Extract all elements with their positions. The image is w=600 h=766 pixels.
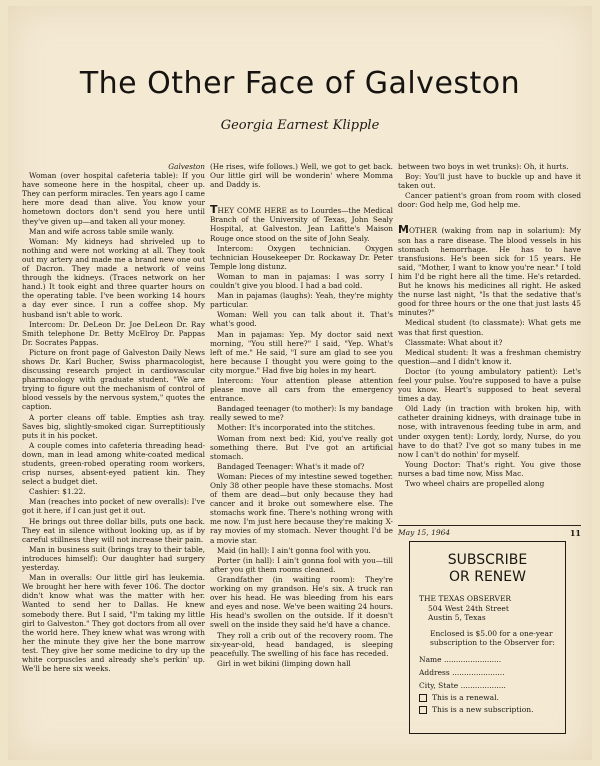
coupon-heading bbox=[410, 552, 565, 586]
page-number: 11 bbox=[569, 528, 581, 538]
issue-date: May 15, 1964 bbox=[398, 528, 451, 537]
paragraph: Medical student: It was a freshman chemistry question—and I didn't know it. bbox=[398, 347, 581, 366]
paragraph: Man and wife across table smile wanly. bbox=[29, 226, 174, 236]
drop-cap: T bbox=[210, 203, 218, 217]
paragraph: Doctor (to young ambulatory patient): Let's feel your pulse. You're supposed to have a pulse you know. Heart's supposed to beat several times a day. bbox=[398, 366, 581, 404]
paragraph: Medical student (to classmate): What gets me was that first question. bbox=[398, 318, 581, 337]
article-title: The Other Face of Galveston bbox=[79, 66, 521, 101]
coupon-address bbox=[419, 594, 565, 623]
paragraph: Two wheel chairs are propelled along bbox=[405, 479, 545, 488]
paragraph: Intercom: Oxygen technician. Oxygen technician Housekeeper Dr. Rockaway Dr. Peter Temple long distunz. bbox=[210, 243, 393, 271]
paragraph: He brings out three dollar bills, puts one back. They eat in silence without looking up, as if by careful stillness they will not increase their pain. bbox=[22, 516, 205, 544]
paragraph: Woman: My kidneys had shriveled up to nothing and were not working at all. They took out my artery and made me a brand new one out of Dacron. They made a network of veins through the kidneys. (Traces network on her hand.) It took eight and three quarter hours on the operating table. I've been working 14 hours a day ever since. I run a coffee shop. My husband isn't able to work. bbox=[22, 236, 205, 319]
paragraph: Classmate: What about it? bbox=[405, 337, 503, 347]
paragraph: A porter cleans off table. Empties ash tray. Saves big, slightly-smoked cigar. Surreptitiously puts it in his pocket. bbox=[22, 412, 205, 440]
paragraph: Young Doctor: That's right. You give those nurses a bad time now, Miss Mac. bbox=[398, 459, 581, 478]
paragraph: Cancer patient's groan from room with closed door: God help me, God help me. bbox=[398, 191, 581, 210]
paragraph: Woman to man in pajamas: I was sorry I couldn't give you blood. I had a bad cold. bbox=[210, 271, 393, 291]
coupon-heading-line-1: SUBSCRIBE bbox=[447, 552, 528, 568]
paragraph-dropcap bbox=[210, 205, 393, 242]
paragraph: A couple comes into cafeteria threading head-down, man in lead among white-coated medical students, green-robed operating room workers, crisp nurses, absent-eyed patient kin. They select a budget diet. bbox=[22, 440, 205, 487]
paragraph: Picture on front page of Galveston Daily News shows Dr. Karl Bucher, Swiss pharmacologist, discussing research project in cardiovascular pharmacology with graduate student. "We are trying to figure out the mechanism of control of blood vessels by the nervous system," quotes the caption. bbox=[22, 347, 205, 412]
paragraph: Old Lady (in traction with broken hip, with catheter draining kidneys, with drainage tube in nose, with intravenous feeding tube in arm, and under oxygen tent): Lordy, lordy, Nurse, do you have to do that? I've got so many tubes in me now I can't do nothin' for myself. bbox=[398, 404, 581, 459]
paragraph: Intercom: Dr. DeLeon Dr. Joe DeLeon Dr. Ray Smith telephone Dr. Betty McElroy Dr. Pappas Dr. Socrates Pappas. bbox=[22, 319, 205, 347]
coupon-heading-line-2: OR RENEW bbox=[449, 569, 526, 585]
paragraph: Girl in wet bikini (limping down hall bbox=[217, 658, 351, 668]
address-field[interactable]: Address ...................... bbox=[419, 667, 505, 677]
paragraph: Man in pajamas: Yep. My doctor said next morning, "You still here?" I said, "Yep. What's left of me." He said, "I sure am glad to see you here because I thought you were going to the city morgue." Had five big holes in my heart. bbox=[210, 329, 393, 375]
new-subscription-checkbox[interactable] bbox=[419, 706, 427, 714]
article-byline: Georgia Earnest Klipple bbox=[220, 118, 380, 133]
dropcap-text: OTHER (waking from nap in solarium): My son has a rare disease. The blood vessels in his stomach hemorrhage. He has to have transfusions. He's been sick for 15 years. He said, "Mother, I want to know you're near." I told him I'd be right here all the time. He's retarded. But he knows his medicines all right. He asked the nurse last night, "Is that the sedative that's good for three hours or the one that just lasts 45 minutes?" bbox=[398, 226, 581, 318]
paragraph: Woman: Pieces of my intestine sewed together. Only 38 other people have these stomachs. Most of them are dead—but only because they had cancer and it broke out somewhere else. The stomachs work fine. There's nothing wrong with me now. I'm just here because they're making X-ray movies of my stomach. Never thought I'd be a movie star. bbox=[210, 471, 393, 545]
paragraph: Woman (over hospital cafeteria table): If you have someone here in the hospital, cheer up. They can perform miracles. Ten years ago I came here more dead than alive. You know your hometown doctors don't send you here until they've given up—and taken all your money. bbox=[22, 171, 205, 226]
paragraph-dropcap bbox=[398, 225, 581, 317]
coupon-city: Austin 5, Texas bbox=[428, 613, 486, 622]
paragraph: They roll a crib out of the recovery room. The six-year-old, head bandaged, is sleeping peacefully. The swelling of his face has receded. bbox=[210, 630, 393, 658]
column-2-body bbox=[210, 244, 393, 668]
coupon-offer: Enclosed is $5.00 for a one-year subscription to the Observer for: bbox=[430, 628, 555, 647]
paragraph: Woman: Well you can talk about it. That's what's good. bbox=[210, 310, 393, 329]
renewal-option[interactable] bbox=[419, 692, 565, 704]
coupon-org: THE TEXAS OBSERVER bbox=[419, 594, 512, 603]
article-column-2 bbox=[210, 162, 393, 746]
new-subscription-option[interactable] bbox=[419, 704, 565, 716]
coupon-street: 504 West 24th Street bbox=[428, 603, 509, 613]
paragraph: Man in overalls: Our little girl has leukemia. We brought her here with fever 106. The doctor didn't know what was the matter with her. Wanted to send her to Dallas. He knew somebody there. But I said, "I'm taking my little girl to Galveston." They got doctors from all over the world here. They knew what was wrong with her the minute they give her the bone marrow test. They give her some medicine to dry up the white corpuscles and already she's perkin' up. We'll be here six weeks. bbox=[22, 573, 205, 674]
renewal-checkbox[interactable] bbox=[419, 694, 427, 702]
paragraph: Woman from next bed: Kid, you've really got something there. But I've got an artificial stomach. bbox=[210, 433, 393, 461]
article-column-3 bbox=[398, 162, 581, 520]
column-3-continuation bbox=[398, 162, 581, 209]
dateline: Galveston bbox=[168, 162, 205, 171]
paragraph: Grandfather (in waiting room): They're working on my grandson. He's six. A truck ran over his head. He was bleeding from his ears and eyes and nose. We've been waiting 24 hours. His head's swollen on the outside. If it doesn't swell on the inside they said he'd have a chance. bbox=[210, 574, 393, 630]
dropcap-text: HEY COME HERE as to Lourdes—the Medical Branch of the University of Texas, John Sealy Hospital, at Galveston. Jean Lafitte's Maison Rouge once stood on the site of John Sealy. bbox=[210, 206, 393, 243]
drop-cap: M bbox=[398, 223, 409, 237]
paragraph: Man (reaches into pocket of new overalls): I've got it here, if I can just get it out. bbox=[22, 497, 205, 516]
paragraph: between two boys in wet trunks): Oh, it hurts. bbox=[398, 162, 569, 171]
paragraph: Man in business suit (brings tray to their table, introduces himself): Our daughter had surgery yesterday. bbox=[22, 544, 205, 573]
paragraph: Man in pajamas (laughs): Yeah, they're mighty particular. bbox=[210, 291, 393, 310]
paragraph: Mother: It's incorporated into the stitches. bbox=[217, 423, 376, 433]
city-state-field[interactable]: City, State ................... bbox=[419, 680, 506, 690]
article-column-1 bbox=[22, 162, 205, 746]
paragraph: Bandaged teenager (to mother): Is my bandage really sewed to me? bbox=[210, 404, 393, 423]
paragraph: Intercom: Your attention please attention please move all cars from the emergency entrance. bbox=[210, 375, 393, 404]
renewal-label: This is a renewal. bbox=[432, 692, 499, 702]
new-subscription-label: This is a new subscription. bbox=[432, 704, 534, 714]
page-footer bbox=[398, 525, 581, 538]
paragraph: (He rises, wife follows.) Well, we got to get back. Our little girl will be wonderin' where Momma and Daddy is. bbox=[210, 162, 393, 190]
paragraph: Maid (in hall): I ain't gonna fool with you. bbox=[217, 545, 371, 555]
paragraph: Boy: You'll just have to buckle up and have it taken out. bbox=[398, 172, 581, 191]
paragraph: Cashier: $1.22. bbox=[29, 487, 86, 497]
name-field[interactable]: Name ........................ bbox=[419, 654, 502, 664]
paragraph: Porter (in hall): I ain't gonna fool with you—till after you git them rooms cleaned. bbox=[210, 555, 393, 574]
subscription-coupon bbox=[409, 541, 566, 734]
paragraph: Bandaged Teenager: What's it made of? bbox=[217, 461, 365, 471]
column-1-body bbox=[22, 171, 205, 673]
column-3-body bbox=[398, 318, 581, 488]
